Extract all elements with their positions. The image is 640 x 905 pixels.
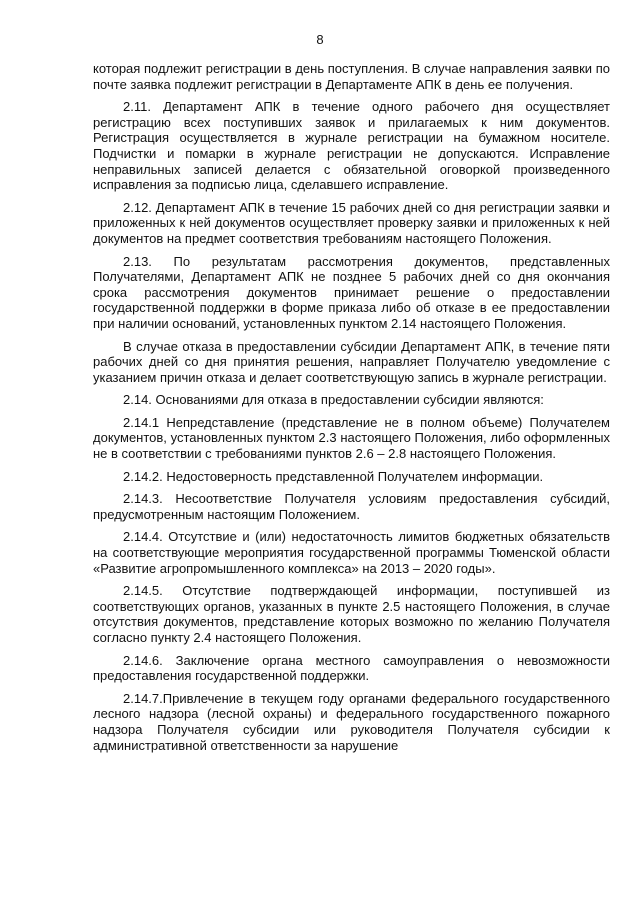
page-number: 8	[316, 32, 324, 47]
paragraph: В случае отказа в предоставлении субсидии Департамент АПК, в течение пяти рабочих дней со дня принятия решения, направляет Получателю уведомление с указанием причин отказа и делает соответствующую запись в журнале регистрации.	[93, 338, 610, 385]
paragraph: 2.13. По результатам рассмотрения документов, представленных Получателями, Департамент АПК не позднее 5 рабочих дней со дня окончания срока рассмотрения документов принимает решение о предоставлении государственной поддержки в форме приказа либо об отказе в ее предоставлении при наличии оснований, установленных пунктом 2.14 настоящего Положения.	[93, 253, 610, 331]
paragraph: 2.14.3. Несоответствие Получателя условиям предоставления субсидий, предусмотренным настоящим Положением.	[93, 491, 610, 522]
paragraph: которая подлежит регистрации в день поступления. В случае направления заявки по почте заявка подлежит регистрации в Департаменте АПК в день ее получения.	[93, 61, 610, 92]
paragraph: 2.12. Департамент АПК в течение 15 рабочих дней со дня регистрации заявки и приложенных к ней документов осуществляет проверку заявки и приложенных к ней документов на предмет соответствия требованиям настоящего Положения.	[93, 199, 610, 246]
paragraph: 2.14.5. Отсутствие подтверждающей информации, поступившей из соответствующих органов, указанных в пункте 2.5 настоящего Положения, в случае отсутствия документов, представление которых возможно по желанию Получателя согласно пункту 2.4 настоящего Положения.	[93, 583, 610, 645]
paragraph: 2.14.4. Отсутствие и (или) недостаточность лимитов бюджетных обязательств на соответствующие мероприятия государственной программы Тюменской области «Развитие агропромышленного комплекса» на 2013 – 2020 годы».	[93, 529, 610, 576]
paragraph: 2.14. Основаниями для отказа в предоставлении субсидии являются:	[123, 392, 544, 408]
paragraph: 2.14.6. Заключение органа местного самоуправления о невозможности предоставления государственной поддержки.	[93, 652, 610, 684]
paragraph: 2.14.7.Привлечение в текущем году органами федерального государственного лесного надзора (лесной охраны) и федерального государственного пожарного надзора Получателя субсидии или руководителя Получателя субсидии к административной ответственности за нарушение	[93, 690, 610, 753]
document-body	[93, 61, 610, 760]
paragraph: 2.14.2. Недостоверность представленной Получателем информации.	[123, 468, 544, 484]
paragraph: 2.14.1 Непредставление (представление не в полном объеме) Получателем документов, установленных пунктом 2.3 настоящего Положения, либо оформленных не в соответствии с требованиями пунктов 2.6 – 2.8 настоящего Положения.	[93, 414, 610, 462]
paragraph: 2.11. Департамент АПК в течение одного рабочего дня осуществляет регистрацию всех поступивших заявок и прилагаемых к ним документов. Регистрация осуществляется в журнале регистрации на бумажном носителе. Подчистки и помарки в журнале регистрации не допускаются. Исправление неправильных записей делается с обязательной оговоркой произведенного исправления за подписью лица, сделавшего исправление.	[93, 99, 610, 193]
